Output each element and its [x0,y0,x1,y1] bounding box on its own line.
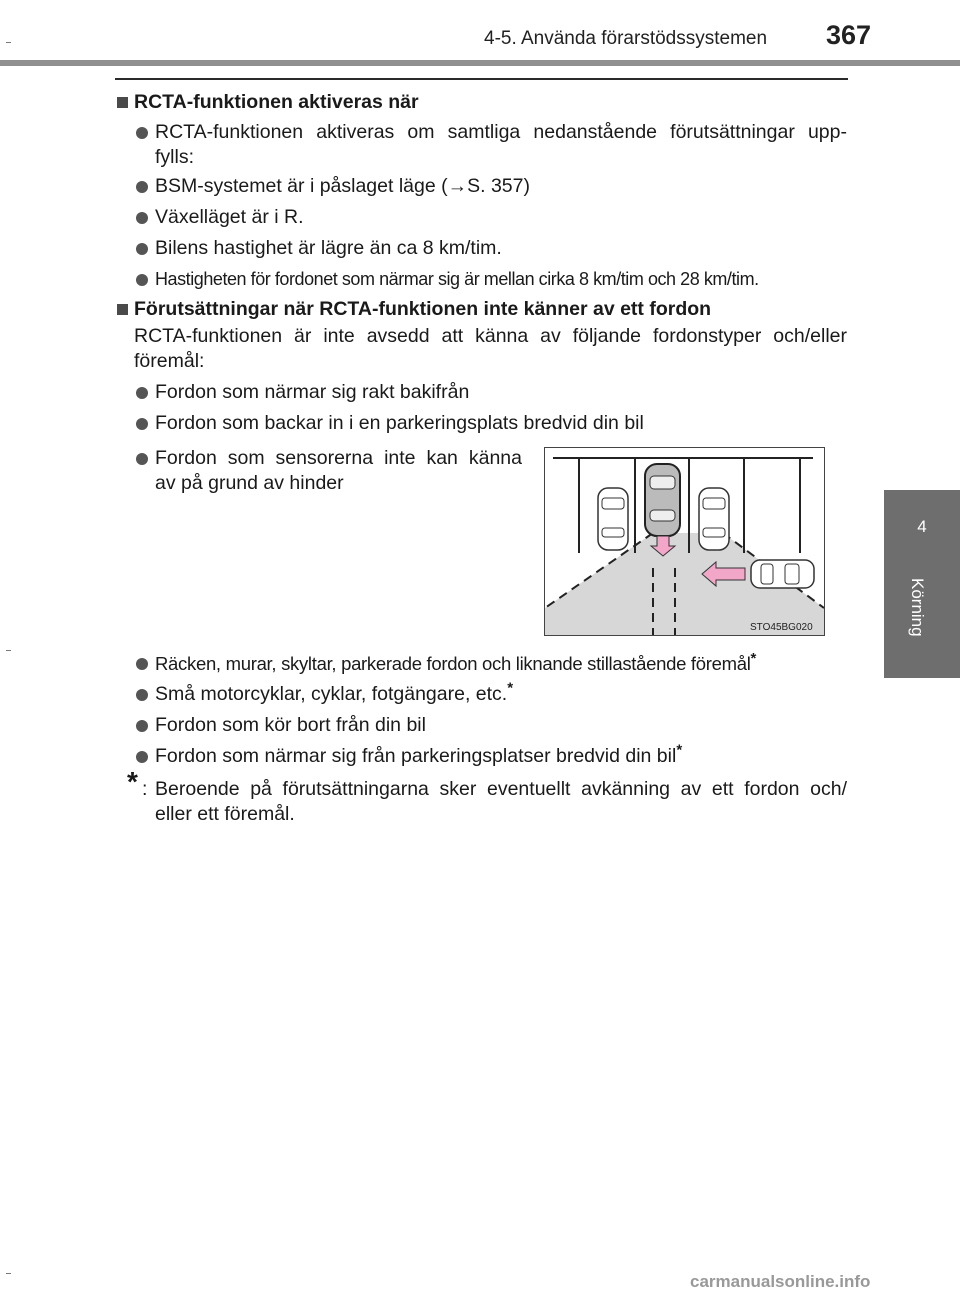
own-car [645,464,680,536]
heading-square-icon [117,97,128,108]
header-rule [115,78,848,80]
parking-diagram [545,448,824,635]
footnote-text: Beroende på förutsättningarna sker eventuellt avkänning av ett fordon och/ [155,778,847,800]
footnote-colon: : [142,778,148,800]
footnote-text-continuation: eller ett föremål. [155,803,295,825]
list-item: Fordon som sensorerna inte kan känna [155,447,522,469]
list-item: Fordon som backar in i en parkeringsplats bredvid din bil [155,412,644,434]
section-heading: Förutsättningar när RCTA-funktionen inte känner av ett fordon [134,298,712,320]
bullet-icon [136,453,148,465]
bullet-icon [136,127,148,139]
intro-text: RCTA-funktionen är inte avsedd att känna av följande fordonstyper och/eller [134,325,847,347]
list-item: Fordon som närmar sig rakt bakifrån [155,381,470,403]
list-item: Hastigheten för fordonet som närmar sig är mellan cirka 8 km/tim och 28 km/tim. [155,269,759,289]
list-item: Små motorcyklar, cyklar, fotgängare, etc.* [155,679,514,705]
list-item: Fordon som kör bort från din bil [155,714,426,736]
watermark: carmanualsonline.info [690,1272,871,1291]
list-item: Bilens hastighet är lägre än ca 8 km/tim. [155,237,502,259]
bullet-icon [136,689,148,701]
crop-mark [6,650,11,651]
bullet-icon [136,181,148,193]
crop-mark [6,1273,11,1274]
bullet-icon [136,658,148,670]
parking-illustration [544,447,825,636]
page-number: 367 [826,20,872,50]
heading-square-icon [117,304,128,315]
bullet-icon [136,274,148,286]
chapter-label: Körning [908,578,927,637]
list-item-continuation: av på grund av hinder [155,472,344,494]
bullet-icon [136,243,148,255]
parked-car-left [598,488,628,550]
section-heading: RCTA-funktionen aktiveras när [134,91,419,113]
bullet-icon [136,418,148,430]
bullet-icon [136,720,148,732]
chapter-number: 4 [917,517,927,536]
header-bar [0,60,960,66]
list-item-continuation: fylls: [155,146,194,168]
footnote-asterisk: * [127,766,138,797]
bullet-icon [136,387,148,399]
list-item: BSM-systemet är i påslaget läge (→S. 357) [155,175,530,197]
list-item: Växelläget är i R. [155,206,304,228]
parked-car-right [699,488,729,550]
figure-label: STO45BG020 [750,622,813,633]
intro-text-continuation: föremål: [134,350,205,372]
approaching-car [751,560,814,588]
bullet-icon [136,751,148,763]
bullet-icon [136,212,148,224]
list-item: RCTA-funktionen aktiveras om samtliga nedanstående förutsättningar upp- [155,121,847,143]
crop-mark [6,42,11,43]
list-item: Räcken, murar, skyltar, parkerade fordon och liknande stillastående föremål* [155,649,757,674]
section-title: 4-5. Använda förarstödssystemen [484,28,768,49]
list-item: Fordon som närmar sig från parkeringsplatser bredvid din bil* [155,741,683,767]
